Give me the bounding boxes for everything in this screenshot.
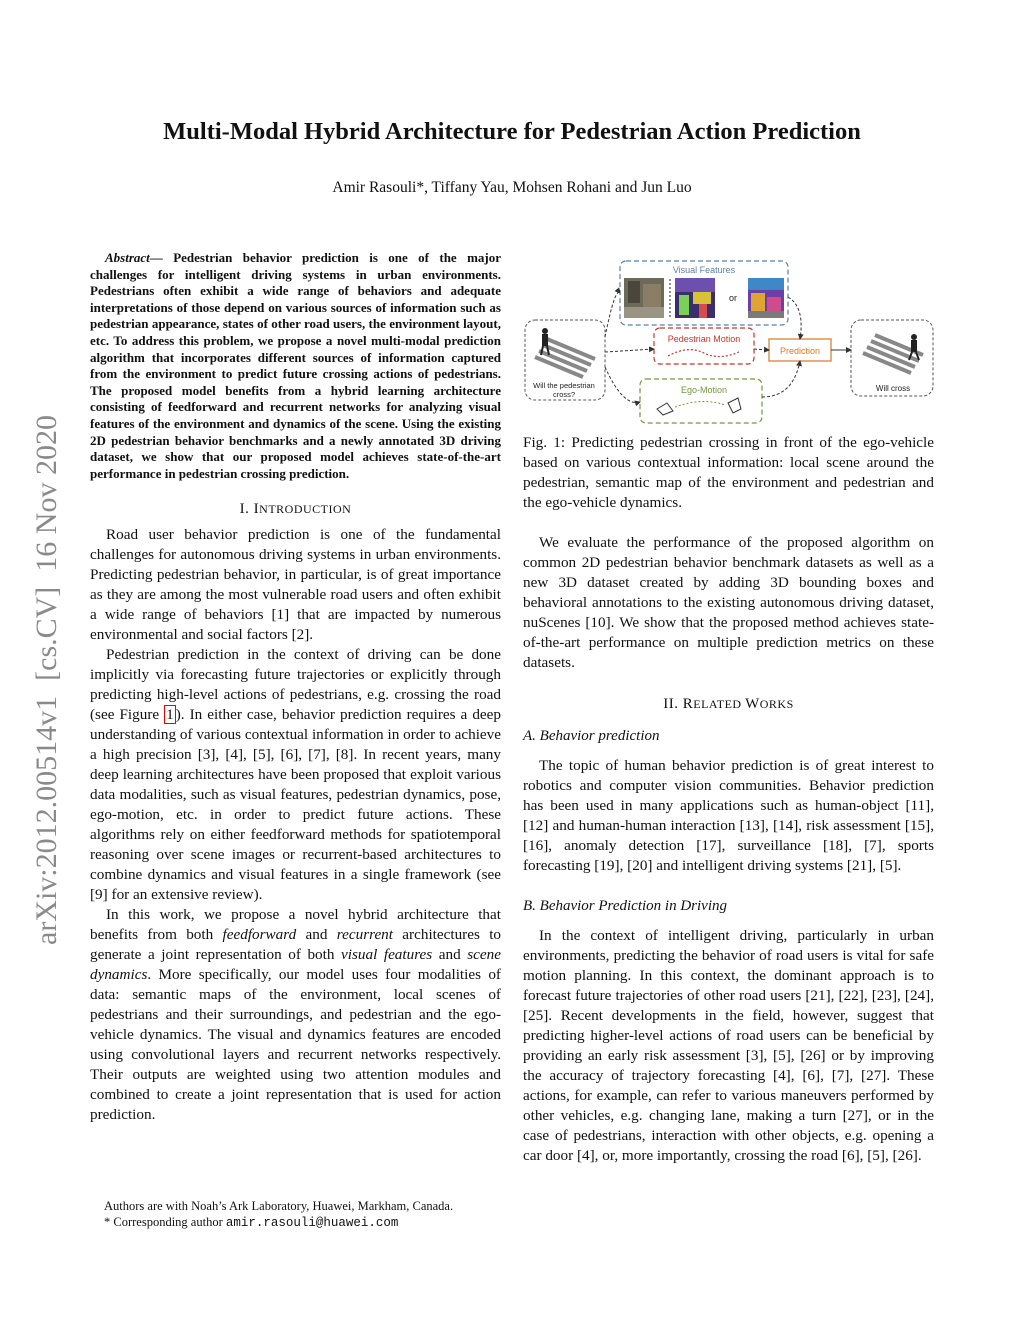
arxiv-id: arXiv:2012.00514v1 [cs.CV] 16 Nov 2020	[30, 415, 63, 945]
subsection-heading-behavior-prediction-driving: B. Behavior Prediction in Driving	[523, 898, 727, 914]
footnote-affiliation: Authors are with Noah’s Ark Laboratory, Huawei, Markham, Canada.	[104, 1199, 454, 1213]
pedestrian-right-icon	[909, 334, 919, 360]
arrow-to-ped-motion	[605, 349, 654, 352]
ego-motion-label: Ego-Motion	[680, 385, 728, 395]
will-cross-question-2: cross?	[552, 390, 576, 399]
right-column	[523, 433, 934, 1166]
footnote-corresponding: * Corresponding author amir.rasouli@huawei.com	[104, 1215, 399, 1230]
footnote	[90, 1198, 501, 1231]
right-paragraph-1: We evaluate the performance of the proposed algorithm on common 2D pedestrian behavior benchmark datasets as well as a new 3D dataset created by adding 3D bounding boxes and behavioral annotations to the existing autonomous driving dataset, nuScenes [10]. We show that the proposed method achieves state-of-the-art performance on multiple prediction metrics on these datasets.	[523, 534, 934, 671]
arrow-ego-to-prediction	[762, 361, 800, 397]
left-column	[90, 250, 501, 1125]
visual-features-label: Visual Features	[672, 265, 736, 275]
pedestrian-left-icon	[541, 328, 549, 355]
abstract-text: Pedestrian behavior prediction is one of the major challenges for intelligent driving systems in urban environments. Pedestrians often exhibit a wide range of behaviors and adequate interpretations of those depend on various sources of information such as pedestrian appearance, states of other road users, the environment layout, etc. To address this problem, we propose a novel multi-modal prediction algorithm that incorporates different sources of information captured from the environment to predict future crossing actions of pedestrians. The proposed model benefits from a hybrid learning architecture consisting of feedforward and recurrent networks for analyzing visual features of the environment and dynamics of the scene. Using the existing 2D pedestrian behavior benchmarks and a newly annotated 3D driving dataset, we show that our proposed model achieves state-of-the-art performance in pedestrian crossing prediction.	[90, 250, 502, 481]
section-heading-related-works: II. RELATED WORKS	[663, 696, 794, 712]
intro-paragraph-3: In this work, we propose a novel hybrid architecture that benefits from both feedforward and recurrent architectures to generate a joint representation of both visual features and scene dynamics. More specifically, our model uses four modalities of data: semantic maps of the environment, local scenes of pedestrians and their surroundings, and pedestrian and the ego-vehicle dynamics. The visual and dynamics features are encoded using convolutional layers and recurrent networks respectively. Their outputs are weighted using two attention modules and combined to create a joint representation that is used for action prediction.	[90, 906, 502, 1124]
section-heading-introduction: I. INTRODUCTION	[239, 501, 352, 518]
figure-1-diagram	[523, 257, 935, 432]
related-paragraph-a: The topic of human behavior prediction is of great interest to robotics and computer vision communities. Behavior prediction has been used in many applications such as human-object [11], [12] and human-human interaction [13], [14], risk assessment [15], [16], anomaly detection [17], surveillance [18], [7], sports forecasting [19], [20] and intelligent driving systems [21], [5].	[523, 757, 934, 874]
abstract: Abstract— Pedestrian behavior prediction is one of the major challenges for intelligent driving systems in urban environments. Pedestrians often exhibit a wide range of behaviors and adequate interpretations of those depend on various sources of information such as pedestrian appearance, states of other road users, the environment layout, etc. To address this problem, we propose a novel multi-modal prediction algorithm that incorporates different sources of information captured from the environment to predict future crossing actions of pedestrians. The proposed model benefits from a hybrid learning architecture consisting of feedforward and recurrent networks for analyzing visual features of the environment and dynamics of the scene. Using the existing 2D pedestrian behavior benchmarks and a newly annotated 3D driving dataset, we show that our proposed model achieves state-of-the-art performance in pedestrian crossing prediction.	[90, 250, 502, 481]
intro-paragraph-1: Road user behavior prediction is one of the fundamental challenges for autonomous driving systems in urban environments. Predicting pedestrian behavior, in particular, is of great importance as they are among the most vulnerable road users and often exhibit a wide range of behaviors [1] that are impacted by numerous environmental and social factors [2].	[90, 526, 501, 644]
pedestrian-motion-label: Pedestrian Motion	[667, 334, 741, 344]
figure-1	[523, 257, 935, 432]
arrow-ped-to-prediction	[754, 349, 769, 350]
related-paragraph-b: In the context of intelligent driving, particularly in urban environments, predicting the behavior of road users is vital for safe motion planning. In this context, the dominant approach is to forecast future trajectories of other road users [21], [22], [23], [24], [25]. Recent developments in the field, however, suggest that predicting higher-level actions of road users can be beneficial by providing an early risk assessment [3], [5], [26] or by improving the accuracy of trajectory forecasting [4], [6], [7], [27]. These actions, for example, can refer to various maneuvers performed by other vehicles, e.g. changing lane, making a turn [27], or in the case of pedestrians, interaction with other objects, e.g. opening a car door [4], or, more importantly, crossing the road [6], [5], [26].	[523, 927, 934, 1164]
will-cross-label: Will cross	[875, 384, 911, 393]
local-scene-image-icon	[624, 278, 664, 318]
subsection-heading-behavior-prediction: A. Behavior prediction	[523, 728, 660, 744]
semantic-local-map-icon	[675, 278, 715, 318]
ego-trajectory-icon	[675, 401, 725, 407]
intro-paragraph-2: Pedestrian prediction in the context of driving can be done implicitly via forecasting future trajectories or explicitly through predicting high-level actions of pedestrians, e.g. crossing the road (see Figure 1 ). In either case, behavior prediction requires a deep understanding of various contextual information in order to achieve a high precision [3], [4], [5], [6], [7], [8]. In recent years, many deep learning architectures have been proposed that exploit various data modalities, such as visual features, pedestrian dynamics, pose, ego-motion, etc. in order to predict future actions. These algorithms rely on either feedforward methods for spatiotemporal reasoning over scene images or recurrent-based architectures to combine dynamics and visual features in a single framework (see [9] for an extensive review).	[90, 646, 501, 904]
arxiv-stamp	[30, 415, 70, 946]
pedestrian-trajectory-icon	[668, 350, 741, 357]
car-right-icon	[728, 398, 741, 413]
author-email[interactable]: amir.rasouli@huawei.com	[225, 1216, 399, 1230]
paper-title: Multi-Modal Hybrid Architecture for Pedestrian Action Prediction	[163, 118, 861, 145]
abstract-label: Abstract	[105, 250, 150, 265]
prediction-label: Prediction	[779, 346, 821, 356]
semantic-global-map-icon	[748, 278, 784, 318]
arrow-to-visual	[605, 292, 620, 337]
or-label: or	[728, 293, 738, 303]
will-cross-question-1: Will the pedestrian	[533, 381, 595, 390]
paper-authors: Amir Rasouli*, Tiffany Yau, Mohsen Rohani and Jun Luo	[332, 179, 692, 196]
figure-1-link[interactable]: 1	[166, 706, 174, 724]
figure-1-caption: Fig. 1: Predicting pedestrian crossing in front of the ego-vehicle based on various contextual information: local scene around the pedestrian, semantic map of the environment and pedestrian and the ego-vehicle dynamics.	[523, 434, 934, 511]
arrow-visual-to-prediction	[788, 297, 801, 339]
car-left-icon	[657, 403, 673, 415]
arrow-to-ego-motion	[605, 367, 640, 403]
